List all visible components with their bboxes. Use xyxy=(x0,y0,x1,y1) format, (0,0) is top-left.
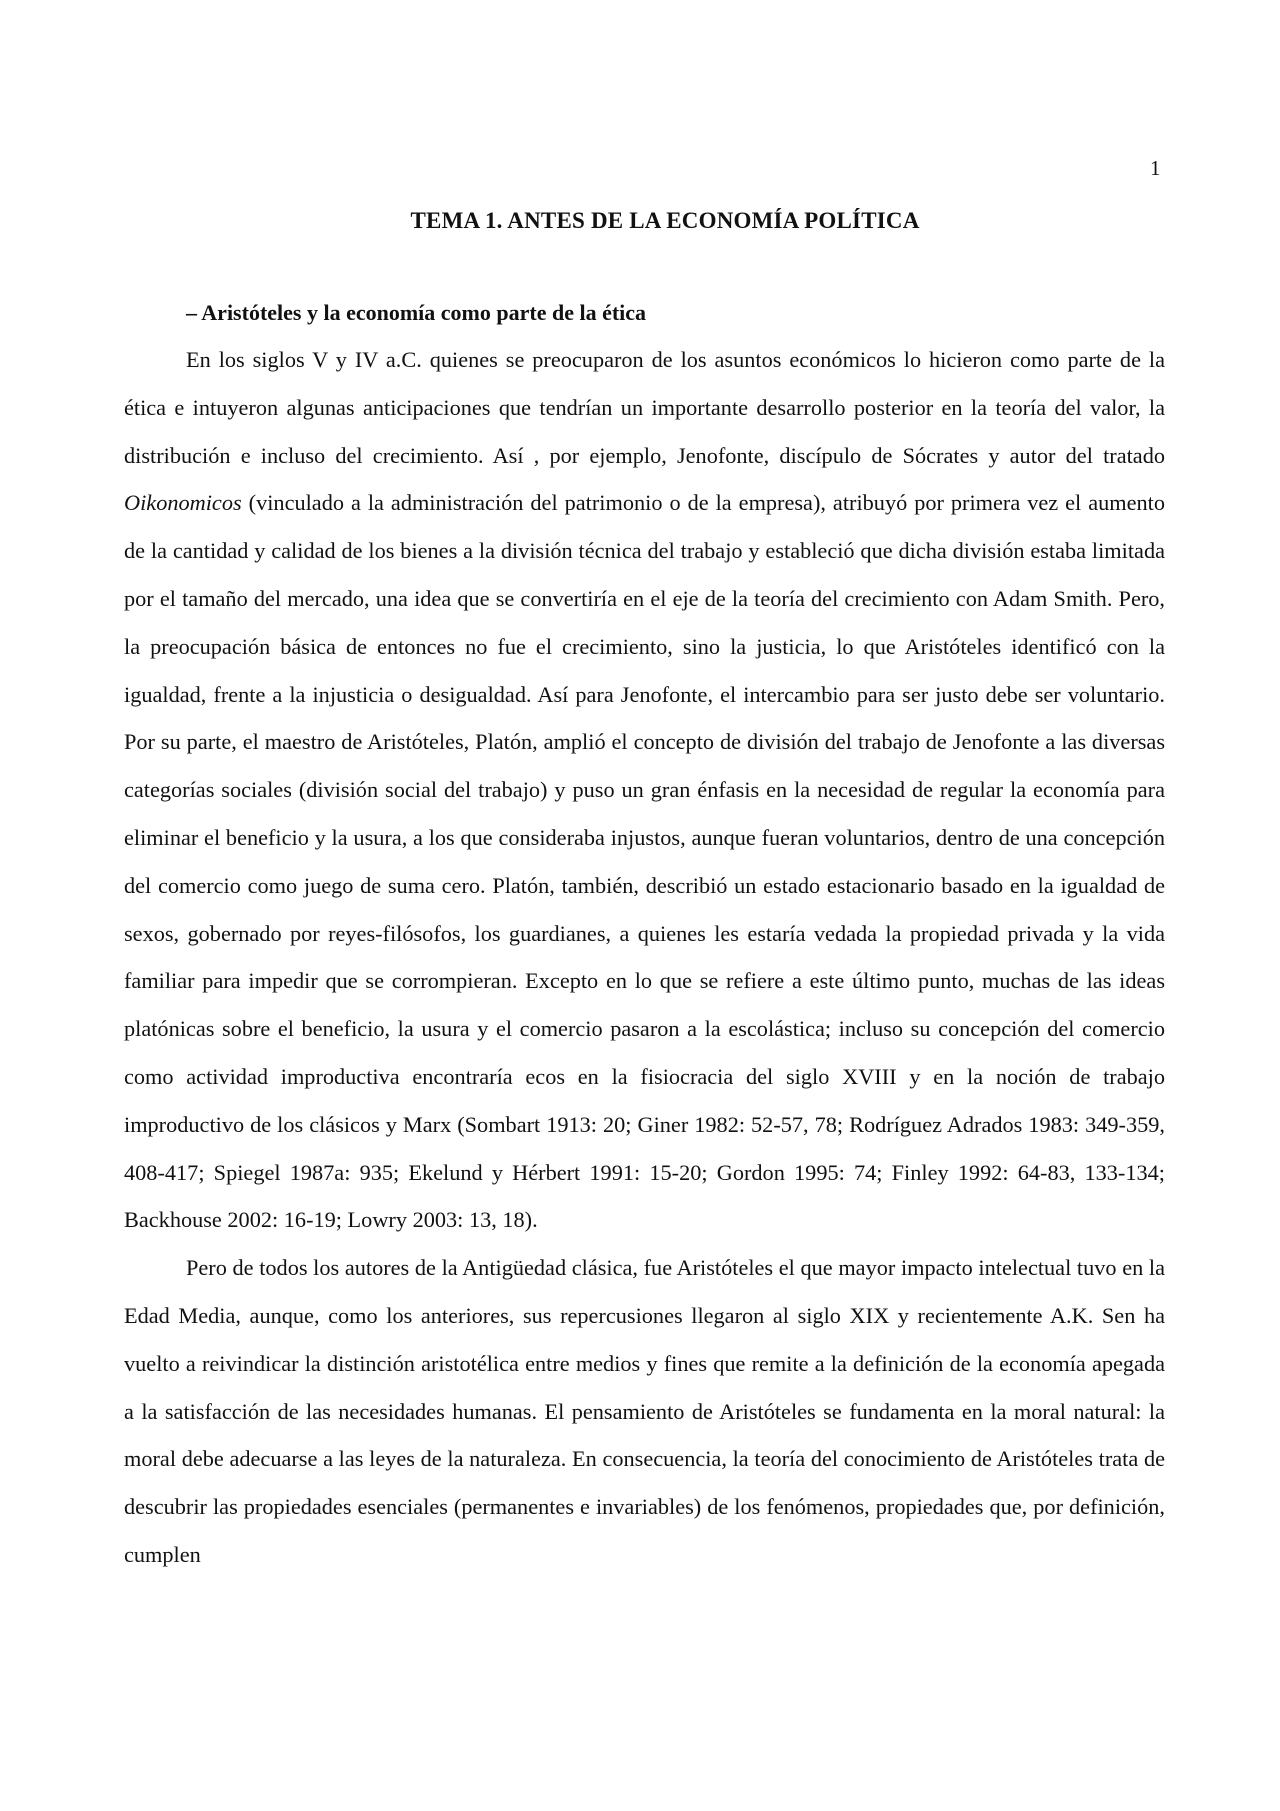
chapter-title: TEMA 1. ANTES DE LA ECONOMÍA POLÍTICA xyxy=(410,208,920,233)
page-number: 1 xyxy=(1150,156,1161,180)
body-text xyxy=(124,336,1165,1579)
book-title-italic: Oikonomicos xyxy=(124,490,242,516)
paragraph-1-text-b: (vinculado a la administración del patrimonio o de la empresa), atribuyó por primera vez el aumento de la cantidad y calidad de los bienes a la división técnica del trabajo y estableció que dicha división estaba limitada por el tamaño del mercado, una idea que se convertiría en el eje de la teoría del crecimiento con Adam Smith. Pero, la preocupación básica de entonces no fue el crecimiento, sino la justicia, lo que Aristóteles identificó con la igualdad, frente a la injusticia o desigualdad. Así para Jenofonte, el intercambio para ser justo debe ser voluntario. Por su parte, el maestro de Aristóteles, Platón, amplió el concepto de división del trabajo de Jenofonte a las diversas categorías sociales (división social del trabajo) y puso un gran énfasis en la necesidad de regular la economía para eliminar el beneficio y la usura, a los que consideraba injustos, aunque fueran voluntarios, dentro de una concepción del comercio como juego de suma cero. Platón, también, describió un estado estacionario basado en la igualdad de sexos, gobernado por reyes-filósofos, los guardianes, a quienes les estaría vedada la propiedad privada y la vida familiar para impedir que se corrompieran. Excepto en lo que se refiere a este último punto, muchas de las ideas platónicas sobre el beneficio, la usura y el comercio pasaron a la escolástica; incluso su concepción del comercio como actividad improductiva encontraría ecos en la fisiocracia del siglo XVIII y en la noción de trabajo improductivo de los clásicos y Marx (Sombart 1913: 20; Giner 1982: 52-57, 78; Rodríguez Adrados 1983: 349-359, 408-417; Spiegel 1987a: 935; Ekelund y Hérbert 1991: 15-20; Gordon 1995: 74; Finley 1992: 64-83, 133-134; Backhouse 2002: 16-19; Lowry 2003: 13, 18). xyxy=(124,490,1165,1233)
paragraph-1-text-a: En los siglos V y IV a.C. quienes se preocuparon de los asuntos económicos lo hicieron como parte de la ética e intuyeron algunas anticipaciones que tendrían un importante desarrollo posterior en la teoría del valor, la distribución e incluso del crecimiento. Así , por ejemplo, Jenofonte, discípulo de Sócrates y autor del tratado xyxy=(124,347,1165,468)
section-heading: – Aristóteles y la economía como parte de la ética xyxy=(186,300,647,325)
paragraph-1 xyxy=(124,336,1165,1244)
paragraph-2: Pero de todos los autores de la Antigüedad clásica, fue Aristóteles el que mayor impacto intelectual tuvo en la Edad Media, aunque, como los anteriores, sus repercusiones llegaron al siglo XIX y recientemente A.K. Sen ha vuelto a reivindicar la distinción aristotélica entre medios y fines que remite a la definición de la economía apegada a la satisfacción de las necesidades humanas. El pensamiento de Aristóteles se fundamenta en la moral natural: la moral debe adecuarse a las leyes de la naturaleza. En consecuencia, la teoría del conocimiento de Aristóteles trata de descubrir las propiedades esenciales (permanentes e invariables) de los fenómenos, propiedades que, por definición, cumplen xyxy=(124,1255,1165,1567)
